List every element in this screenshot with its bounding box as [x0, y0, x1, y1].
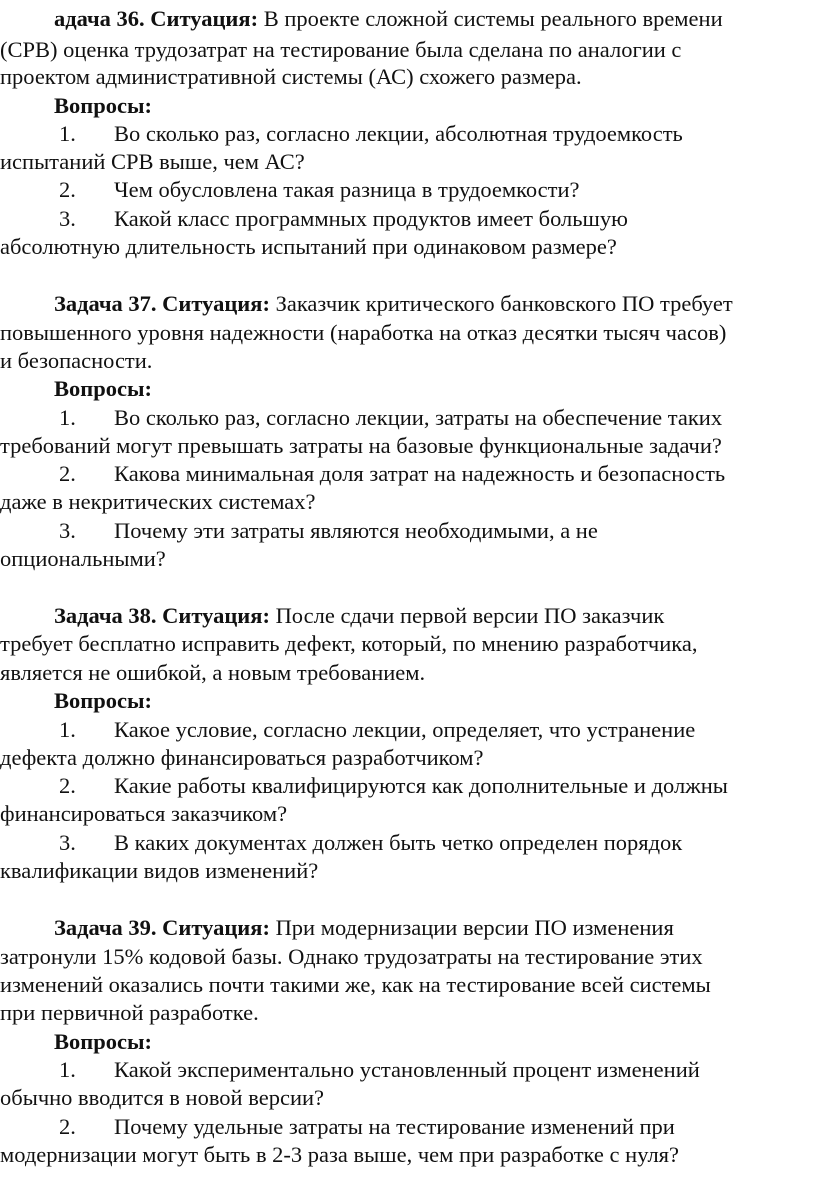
task-38-question-3-text: квалификации видов изменений? — [0, 858, 319, 883]
task-37-question-2-text: Какова минимальная доля затрат на надежность и безопасность — [114, 461, 726, 486]
task-36-question-1-text: Во сколько раз, согласно лекции, абсолютная трудоемкость — [114, 121, 683, 146]
task-36-questions-label: Вопросы: — [54, 93, 153, 118]
task-38-situation-text: После сдачи первой версии ПО заказчик — [275, 603, 665, 628]
task-38-question-3-text: В каких документах должен быть четко определен порядок — [114, 830, 683, 855]
task-39-situation-line: затронули 15% кодовой базы. Однако трудозатраты на тестирование этих — [0, 944, 703, 969]
task-36-question-2-text: Чем обусловлена такая разница в трудоемкости? — [114, 177, 580, 202]
task-37-situation-label: Ситуация: — [162, 291, 270, 316]
task-37-question-3-text: Почему эти затраты являются необходимыми, а не — [114, 518, 598, 543]
task-36-question-1-number: 1. — [59, 121, 76, 146]
task-36-question-2-number: 2. — [59, 177, 76, 202]
task-38-situation-line: является не ошибкой, а новым требованием. — [0, 660, 426, 685]
task-36-question-3-text: абсолютную длительность испытаний при одинаковом размере? — [0, 234, 617, 259]
task-39-question-2-text: модернизации могут быть в 2-3 раза выше, чем при разработке с нуля? — [0, 1142, 680, 1167]
task-38-question-1-number: 1. — [59, 717, 76, 742]
task-38-situation-line: требует бесплатно исправить дефект, который, по мнению разработчика, — [0, 631, 698, 656]
task-38-question-3-number: 3. — [59, 830, 76, 855]
task-39-question-2-text: Почему удельные затраты на тестирование изменений при — [114, 1114, 675, 1139]
task-38-questions-label: Вопросы: — [54, 688, 153, 713]
task-39-heading: Задача 39. — [54, 915, 157, 940]
task-38-question-2-text: финансироваться заказчиком? — [0, 801, 288, 826]
task-37-question-1-text: требований могут превышать затраты на базовые функциональные задачи? — [0, 433, 722, 458]
task-39-situation-label: Ситуация: — [162, 915, 270, 940]
task-36-question-3-text: Какой класс программных продуктов имеет большую — [114, 206, 628, 231]
task-37-question-3-number: 3. — [59, 518, 76, 543]
task-39-question-1-text: Какой экспериментально установленный процент изменений — [114, 1057, 700, 1082]
task-37-question-1-text: Во сколько раз, согласно лекции, затраты на обеспечение таких — [114, 405, 723, 430]
task-38-situation-label: Ситуация: — [162, 603, 270, 628]
task-38-question-2-number: 2. — [59, 773, 76, 798]
task-38-heading: Задача 38. — [54, 603, 157, 628]
task-39-situation-line: изменений оказались почти такими же, как на тестирование всей системы — [0, 972, 711, 997]
task-38-question-2-text: Какие работы квалифицируются как дополнительные и должны — [114, 773, 728, 798]
task-36-situation-line: проектом административной системы (АС) схожего размера. — [0, 64, 582, 89]
task-39-situation-line: при первичной разработке. — [0, 1000, 259, 1025]
task-37-question-1-number: 1. — [59, 405, 76, 430]
task-39-situation-text: При модернизации версии ПО изменения — [275, 915, 674, 940]
task-36-heading: адача 36. — [54, 6, 145, 31]
task-36-first-line — [54, 5, 723, 33]
task-36-situation-line: (СРВ) оценка трудозатрат на тестирование была сделана по аналогии с — [0, 37, 682, 62]
task-37-situation-line: повышенного уровня надежности (наработка на отказ десятки тысяч часов) — [0, 320, 727, 345]
task-36-situation-text: В проекте сложной системы реального времени — [263, 6, 723, 31]
task-37-questions-label: Вопросы: — [54, 376, 153, 401]
task-37-situation-text: Заказчик критического банковского ПО требует — [275, 291, 733, 316]
task-37-heading: Задача 37. — [54, 291, 157, 316]
task-39-question-2-number: 2. — [59, 1114, 76, 1139]
task-39-question-1-number: 1. — [59, 1057, 76, 1082]
task-38-first-line — [54, 602, 664, 630]
task-36-question-3-number: 3. — [59, 206, 76, 231]
task-37-question-3-text: опциональными? — [0, 546, 166, 571]
task-39-question-1-text: обычно вводится в новой версии? — [0, 1085, 325, 1110]
task-37-question-2-number: 2. — [59, 461, 76, 486]
task-36-situation-label: Ситуация: — [150, 6, 259, 31]
task-39-questions-label: Вопросы: — [54, 1029, 153, 1054]
task-37-first-line — [54, 290, 733, 318]
task-38-question-1-text: дефекта должно финансироваться разработчиком? — [0, 745, 484, 770]
task-39-first-line — [54, 914, 674, 942]
task-38-question-1-text: Какое условие, согласно лекции, определяет, что устранение — [114, 717, 696, 742]
task-36-question-1-text: испытаний СРВ выше, чем АС? — [0, 149, 305, 174]
task-37-situation-line: и безопасности. — [0, 348, 153, 373]
task-37-question-2-text: даже в некритических системах? — [0, 489, 316, 514]
